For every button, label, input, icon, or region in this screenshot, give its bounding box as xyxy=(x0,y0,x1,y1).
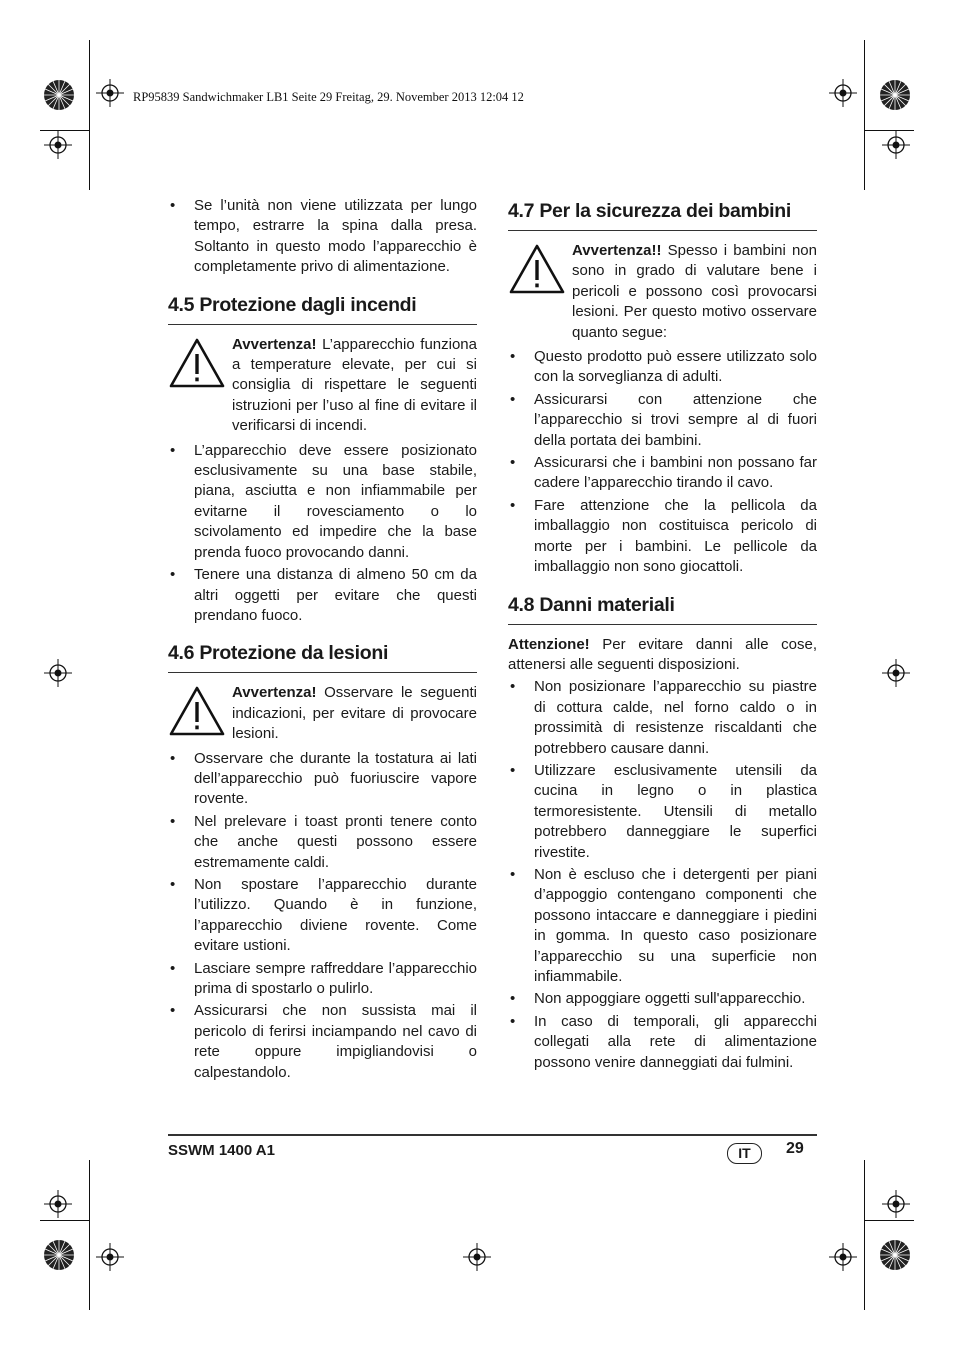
attention-paragraph xyxy=(508,635,817,676)
list-item: • Se l’unità non viene utilizzata per lungo tempo, estrarre la spina dalla presa. Soltanto in questo modo l’apparecchio è completamente privo di alimentazione. xyxy=(168,196,477,278)
warning-body: Osservare le seguenti indicazioni, per evitare di provocare lesioni. xyxy=(232,684,477,743)
crop-line xyxy=(89,40,90,190)
registration-mark-icon xyxy=(882,659,910,687)
bullet-list xyxy=(508,677,817,1073)
warning-text xyxy=(232,335,477,437)
list-item: • Non è escluso che i detergenti per piani d’appoggio contengano componenti che possono intaccare e danneggiare i piedini in gomma. In questo caso posizionare l’apparecchio su una superficie non infiammabile. xyxy=(508,865,817,987)
warning-label: Avvertenza! xyxy=(232,335,317,353)
list-item: • Osservare che durante la tostatura ai lati dell’apparecchio può fuoriuscire vapore rovente. xyxy=(168,749,477,810)
registration-mark-icon xyxy=(44,131,72,159)
registration-mark-icon xyxy=(882,1190,910,1218)
list-item: • Non posizionare l’apparecchio su piastre di cottura calde, nel forno caldo o in prossimità di resistenze riscaldanti che potrebbero causare danni. xyxy=(508,677,817,759)
warning-text xyxy=(572,241,817,343)
warning-body: Spesso i bambini non sono in grado di valutare bene i pericoli e possono così provocarsi lesioni. Per questo motivo osservare quanto segue: xyxy=(572,242,817,341)
section-heading-4-8: 4.8 Danni materiali xyxy=(508,594,817,625)
warning-block xyxy=(508,241,817,343)
intro-bullet-list xyxy=(168,196,477,278)
registration-mark-icon xyxy=(44,1190,72,1218)
color-bar-sunburst-icon xyxy=(879,1239,911,1271)
section-heading-4-6: 4.6 Protezione da lesioni xyxy=(168,642,477,673)
registration-mark-icon xyxy=(829,1243,857,1271)
warning-label: Avvertenza!! xyxy=(572,242,662,259)
crop-line xyxy=(864,40,865,190)
list-item: • Non spostare l’apparecchio durante l’utilizzo. Quando è in funzione, l’apparecchio diviene rovente. Come evitare ustioni. xyxy=(168,875,477,957)
registration-mark-icon xyxy=(463,1243,491,1271)
warning-label: Avvertenza! xyxy=(232,684,317,702)
crop-line xyxy=(89,1160,90,1310)
crop-line xyxy=(864,1220,914,1221)
attention-label: Attenzione! xyxy=(508,635,590,653)
model-number: SSWM 1400 A1 xyxy=(168,1142,275,1159)
warning-block xyxy=(168,683,477,744)
bullet-list xyxy=(508,347,817,577)
list-item: • Nel prelevare i toast pronti tenere conto che anche questi possono essere estremamente caldi. xyxy=(168,812,477,873)
list-item: • Non appoggiare oggetti sull'apparecchio. xyxy=(508,989,817,1009)
list-item: • Fare attenzione che la pellicola da imballaggio non costituisca pericolo di morte per i bambini. Le pellicole da imballaggio non sono giocattoli. xyxy=(508,496,817,578)
warning-block xyxy=(168,335,477,437)
page-number: 29 xyxy=(786,1140,804,1157)
registration-mark-icon xyxy=(829,79,857,107)
list-item: • Assicurarsi che non sussista mai il pericolo di ferirsi inciampando nel cavo di rete oppure impigliandovisi o calpestandolo. xyxy=(168,1001,477,1083)
section-heading-4-5: 4.5 Protezione dagli incendi xyxy=(168,294,477,325)
language-badge: IT xyxy=(727,1143,762,1164)
crop-line xyxy=(864,1160,865,1310)
bullet-list xyxy=(168,749,477,1084)
warning-body: L’apparecchio funziona a temperature elevate, per cui si consiglia di rispettare le seguenti istruzioni per l’uso al fine di evitare il verificarsi di incendi. xyxy=(232,335,477,435)
section-heading-4-7: 4.7 Per la sicurezza dei bambini xyxy=(508,200,817,231)
color-bar-sunburst-icon xyxy=(43,79,75,111)
warning-text xyxy=(232,683,477,744)
warning-triangle-icon xyxy=(508,241,572,295)
print-slug: RP95839 Sandwichmaker LB1 Seite 29 Freitag, 29. November 2013 12:04 12 xyxy=(133,90,524,104)
crop-line xyxy=(40,1220,90,1221)
registration-mark-icon xyxy=(96,1243,124,1271)
bullet-list xyxy=(168,441,477,627)
right-column xyxy=(508,196,817,1075)
list-item: • In caso di temporali, gli apparecchi collegati alla rete di alimentazione possono venire danneggiati dai fulmini. xyxy=(508,1012,817,1073)
list-item: • Utilizzare esclusivamente utensili da cucina in legno o in plastica termoresistente. Utensili di metallo potrebbero danneggiare le superfici rivestite. xyxy=(508,761,817,863)
color-bar-sunburst-icon xyxy=(43,1239,75,1271)
list-item: • Assicurarsi con attenzione che l’apparecchio si trovi sempre al di fuori della portata dei bambini. xyxy=(508,390,817,451)
registration-mark-icon xyxy=(882,131,910,159)
warning-triangle-icon xyxy=(168,335,232,389)
left-column xyxy=(168,196,477,1085)
list-item: • Lasciare sempre raffreddare l’apparecchio prima di spostarlo o pulirlo. xyxy=(168,959,477,1000)
list-item: • Assicurarsi che i bambini non possano far cadere l’apparecchio tirando il cavo. xyxy=(508,453,817,494)
registration-mark-icon xyxy=(96,79,124,107)
footer-divider xyxy=(168,1134,817,1136)
list-item: • L’apparecchio deve essere posizionato esclusivamente su una base stabile, piana, asciutta e non infiammabile per evitarne il rovesciamento o lo scivolamento ed impedire che la base prenda fuoco provocando danni. xyxy=(168,441,477,563)
color-bar-sunburst-icon xyxy=(879,79,911,111)
registration-mark-icon xyxy=(44,659,72,687)
list-item: • Questo prodotto può essere utilizzato solo con la sorveglianza di adulti. xyxy=(508,347,817,388)
list-item: • Tenere una distanza di almeno 50 cm da altri oggetti per evitare che questi prendano fuoco. xyxy=(168,565,477,626)
attention-body: Per evitare danni alle cose, attenersi alle seguenti disposizioni. xyxy=(508,635,817,673)
warning-triangle-icon xyxy=(168,683,232,737)
